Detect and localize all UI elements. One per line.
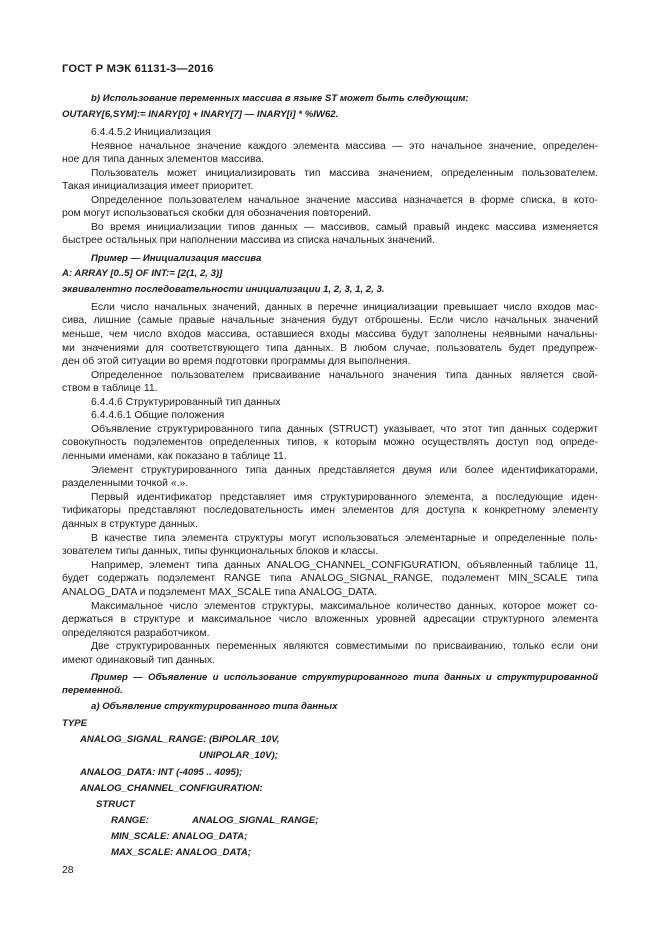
code-line: ANALOG_CHANNEL_CONFIGURATION: [80, 783, 263, 794]
example-heading: переменной. [62, 685, 123, 696]
paragraph-line: В качестве типа элемента структуры могут использоваться элементарные и определенные поль- [91, 533, 598, 544]
paragraph-line: Во время инициализации типов данных — массивов, самый правый индекс массива изменяется [91, 222, 598, 233]
paragraph-line: ANALOG_DATA и подэлемент MAX_SCALE типа ANALOG_DATA. [62, 587, 378, 598]
paragraph-line: ми значениями для соответствующего типа данных. В любом случае, пользователь будет предупреж- [62, 343, 598, 354]
code-line: A: ARRAY [0..5] OF INT:= [2(1, 2, 3)] [62, 268, 223, 279]
paragraph-line: меньше, чем число входов массива, оставшиеся входы массива будут заполнены неявными начальны- [62, 329, 598, 340]
paragraph-line: тификаторы представляют последовательность имен элементов для доступа к конкретному элементу [62, 505, 598, 516]
paragraph-line: Объявление структурированного типа данных (STRUCT) указывает, что этот тип данных содержит [91, 424, 598, 435]
paragraph-line: Определенное пользователем присваивание начального значения типа данных является свой- [91, 370, 598, 381]
paragraph-line: определяются разработчиком. [62, 628, 210, 639]
paragraph-line: держаться в структуре и максимальное число вложенных уровней адресации структурного элемента [62, 614, 598, 625]
code-line: OUTARY[6,SYM]:= INARY[0] + INARY[7] — INARY[i] * %IW62. [62, 109, 339, 120]
paragraph-line: совокупность подэлементов определенных типов, к которым можно осуществлять доступ под опреде- [62, 437, 598, 448]
code-line: ANALOG_SIGNAL_RANGE: (BIPOLAR_10V, [80, 734, 280, 745]
paragraph-line: ленными именами, как показано в таблице 11. [62, 451, 287, 462]
section-heading: 6.4.4.6.1 Общие положения [91, 410, 225, 421]
example-heading: b) Использование переменных массива в языке ST может быть следующим: [91, 93, 469, 104]
code-line: UNIPOLAR_10V); [199, 750, 278, 761]
example-heading: Пример — Инициализация массива [91, 253, 262, 264]
paragraph-line: Такая инициализация имеет приоритет. [62, 181, 254, 192]
paragraph-line: будет содержать подэлемент RANGE типа ANALOG_SIGNAL_RANGE, подэлемент MIN_SCALE типа [62, 573, 598, 584]
code-line: ANALOG_DATA: INT (-4095 .. 4095); [80, 767, 243, 778]
paragraph-line: ден об этой ситуации во время подготовки программы для выполнения. [62, 356, 411, 367]
paragraph-line: Первый идентификатор представляет имя структурированного элемента, а последующие иден- [91, 492, 598, 503]
code-line: MIN_SCALE: ANALOG_DATA; [111, 831, 248, 842]
code-line: RANGE: [111, 815, 149, 826]
paragraph-line: Например, элемент типа данных ANALOG_CHANNEL_CONFIGURATION, объявленный таблице 11, [91, 560, 598, 571]
example-text: эквивалентно последовательности инициализации 1, 2, 3, 1, 2, 3. [62, 284, 385, 295]
paragraph-line: зователем типы данных, типы функциональных блоков и классы. [62, 546, 379, 557]
example-subheading: a) Объявление структурированного типа данных [91, 701, 338, 712]
paragraph-line: разделенными точкой «.». [62, 478, 189, 489]
section-heading: 6.4.4.6 Структурированный тип данных [91, 397, 281, 408]
paragraph-line: данных в структуре данных. [62, 519, 199, 530]
section-heading: 6.4.4.5.2 Инициализация [91, 127, 211, 138]
paragraph-line: ром могут использоваться скобки для обозначения повторений. [62, 208, 372, 219]
paragraph-line: ством в таблице 11. [62, 383, 158, 394]
paragraph-line: Пользователь может инициализировать тип массива значением, определенным пользователем. [91, 168, 598, 179]
paragraph-line: сива, лишние (самые правые начальные значения будут отброшены. Если число начальных значений [62, 315, 598, 326]
code-line: STRUCT [96, 799, 135, 810]
paragraph-line: Элемент структурированного типа данных представляется двумя или более идентификаторами, [91, 465, 598, 476]
paragraph-line: Две структурированных переменных являются совместимыми по присваиванию, только если они [91, 641, 598, 652]
paragraph-line: имеют одинаковый тип данных. [62, 655, 215, 666]
paragraph-line: Определенное пользователем начальное значение массива назначается в форме списка, в кото- [91, 195, 598, 206]
code-line: MAX_SCALE: ANALOG_DATA; [111, 847, 251, 858]
paragraph-line: ное для типа данных элементов массива. [62, 154, 265, 165]
code-line: TYPE [62, 718, 88, 729]
paragraph-line: Неявное начальное значение каждого элемента массива — это начальное значение, определен- [91, 141, 598, 152]
example-heading: Пример — Объявление и использование структурированного типа данных и структурированной [91, 672, 598, 683]
running-header: ГОСТ Р МЭК 61131-3—2016 [62, 63, 214, 75]
page-number: 28 [62, 865, 74, 876]
code-line: ANALOG_SIGNAL_RANGE; [192, 815, 319, 826]
paragraph-line: Максимальное число элементов структуры, максимальное количество данных, которое может со- [91, 601, 598, 612]
paragraph-line: быстрее остальных при наполнении массива из списка начальных значений. [62, 235, 435, 246]
paragraph-line: Если число начальных значений, данных в перечне инициализации превышает число входов мас- [91, 302, 598, 313]
